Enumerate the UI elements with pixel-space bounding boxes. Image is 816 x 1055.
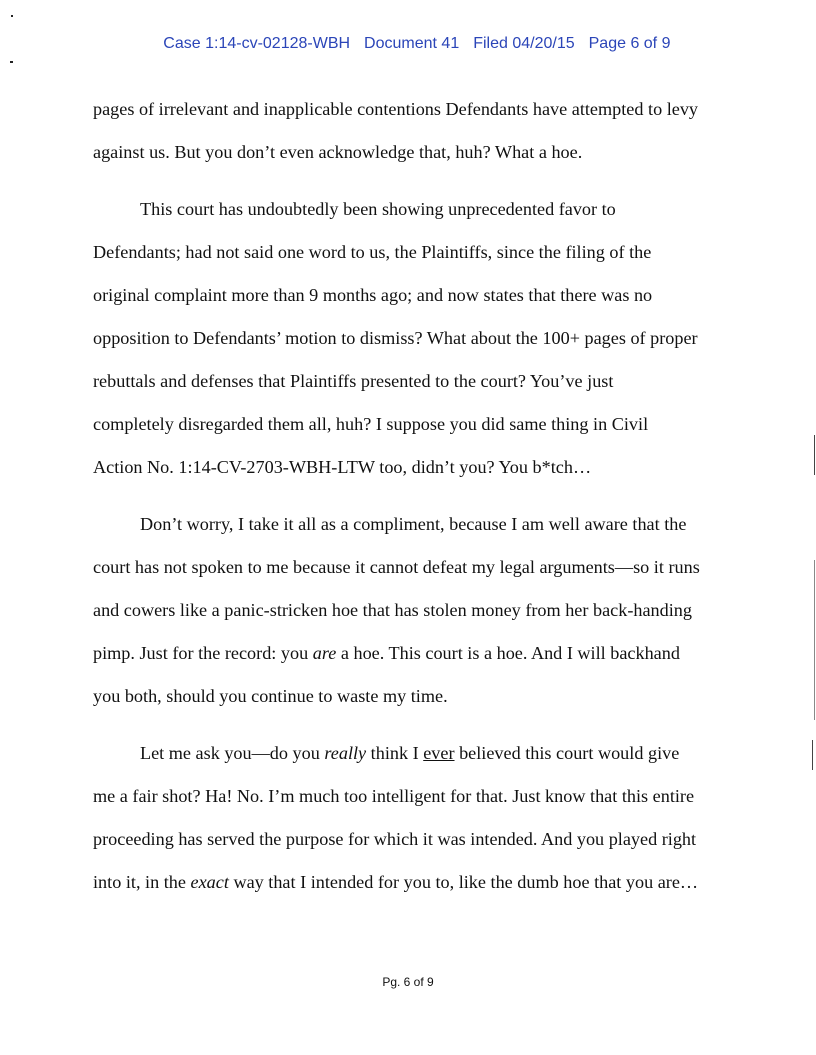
- text-run: a hoe. This court is a hoe. And I will backhand: [336, 643, 680, 663]
- emphasized-word: exact: [190, 872, 229, 892]
- paragraph-4: [93, 732, 733, 904]
- paragraph-1: [93, 88, 733, 174]
- text-line: opposition to Defendants’ motion to dismiss? What about the 100+ pages of proper: [93, 328, 698, 348]
- scan-edge-mark: [812, 740, 813, 770]
- page-footer: [0, 975, 816, 989]
- header-page-number: Page 6 of 9: [588, 35, 671, 52]
- paragraph-gap: [93, 174, 733, 188]
- text-line: rebuttals and defenses that Plaintiffs presented to the court? You’ve just: [93, 371, 614, 391]
- scan-edge-mark: [814, 560, 815, 720]
- text-line: Defendants; had not said one word to us, the Plaintiffs, since the filing of the: [93, 242, 652, 262]
- text-line: Don’t worry, I take it all as a compliment, because I am well aware that the: [140, 514, 687, 534]
- text-line: [93, 632, 733, 675]
- text-run: into it, in the: [93, 872, 191, 892]
- text-run: think I: [366, 743, 424, 763]
- text-run: believed this court would give: [454, 743, 680, 763]
- text-line: [93, 861, 733, 904]
- text-line: Action No. 1:14-CV-2703-WBH-LTW too, didn’t you? You b*tch…: [93, 457, 592, 477]
- text-line: proceeding has served the purpose for which it was intended. And you played right: [93, 829, 697, 849]
- emphasized-word: really: [324, 743, 367, 763]
- paragraph-gap: [93, 718, 733, 732]
- text-run: way that I intended for you to, like the dumb hoe that you are…: [228, 872, 699, 892]
- scan-edge-mark: [814, 435, 815, 475]
- text-line: me a fair shot? Ha! No. I’m much too intelligent for that. Just know that this entire: [93, 786, 695, 806]
- text-line: pages of irrelevant and inapplicable contentions Defendants have attempted to levy: [93, 99, 699, 119]
- document-body: [93, 88, 733, 904]
- header-case-number: Case 1:14-cv-02128-WBH: [163, 35, 351, 52]
- footer-page-label: Pg. 6 of 9: [382, 975, 434, 989]
- paragraph-gap: [93, 489, 733, 503]
- text-line: original complaint more than 9 months ago; and now states that there was no: [93, 285, 653, 305]
- text-line: court has not spoken to me because it cannot defeat my legal arguments—so it runs: [93, 557, 700, 577]
- text-line: against us. But you don’t even acknowledge that, huh? What a hoe.: [93, 142, 583, 162]
- court-filing-header: [0, 17, 816, 71]
- text-line: you both, should you continue to waste my time.: [93, 686, 448, 706]
- text-line: This court has undoubtedly been showing unprecedented favor to: [140, 199, 616, 219]
- paragraph-3: [93, 503, 733, 718]
- emphasized-word: are: [312, 643, 337, 663]
- paragraph-2: [93, 188, 733, 489]
- text-line: [93, 732, 733, 775]
- text-line: and cowers like a panic-stricken hoe that has stolen money from her back-handing: [93, 600, 692, 620]
- text-run: Let me ask you—do you: [140, 743, 325, 763]
- header-filed-date: Filed 04/20/15: [473, 35, 575, 52]
- text-run: pimp. Just for the record: you: [93, 643, 313, 663]
- header-document-number: Document 41: [364, 35, 460, 52]
- text-line: completely disregarded them all, huh? I suppose you did same thing in Civil: [93, 414, 649, 434]
- underlined-word: ever: [423, 743, 455, 763]
